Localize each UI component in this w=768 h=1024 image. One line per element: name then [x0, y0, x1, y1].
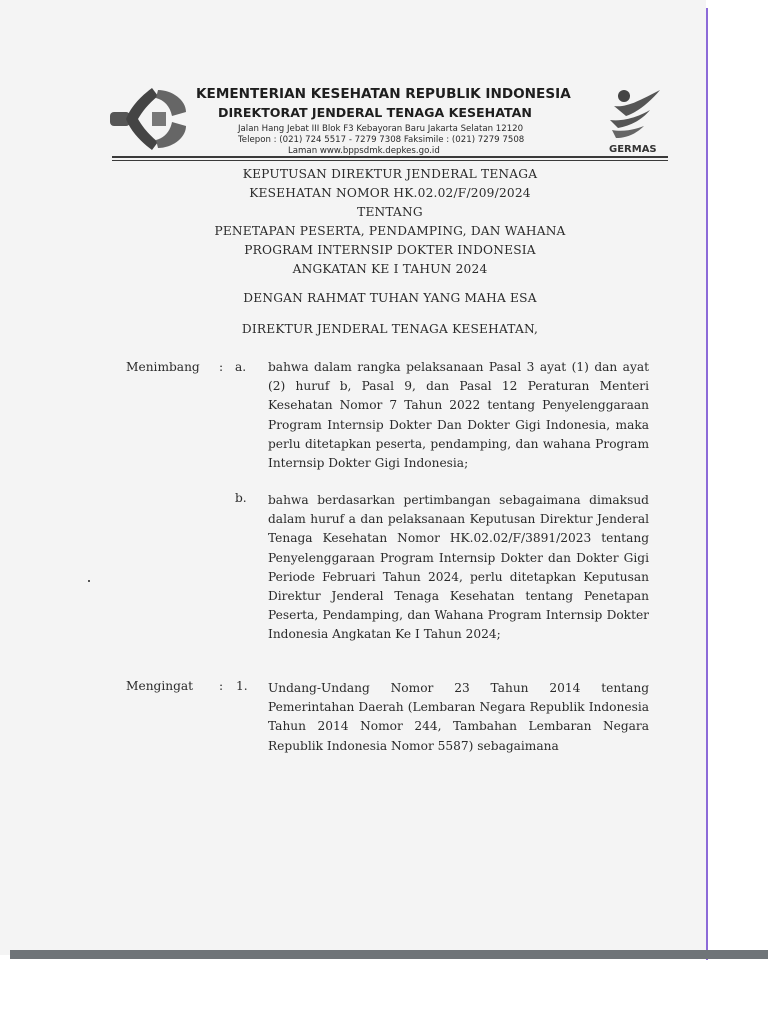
mengingat-colon: :	[219, 679, 224, 693]
page-edge-line	[706, 8, 708, 960]
letterhead-rule-thin	[112, 160, 668, 161]
bottom-scroll-bar	[10, 950, 768, 959]
letterhead-rule-thick	[112, 156, 668, 158]
letterhead-website: Laman www.bppsdmk.depkes.go.id	[288, 146, 440, 156]
germas-label: GERMAS	[609, 144, 657, 155]
kemenkes-logo-icon	[108, 86, 190, 152]
decree-title-line-5: PROGRAM INTERNSIP DOKTER INDONESIA	[244, 243, 536, 257]
official-title: DIREKTUR JENDERAL TENAGA KESEHATAN,	[241, 322, 539, 336]
ministry-name: KEMENTERIAN KESEHATAN REPUBLIK INDONESIA	[196, 86, 571, 102]
menimbang-colon: :	[219, 360, 224, 374]
mengingat-label: Mengingat	[126, 679, 194, 693]
menimbang-label: Menimbang	[126, 360, 200, 374]
decree-title-line-2: KESEHATAN NOMOR HK.02.02/F/209/2024	[249, 186, 531, 200]
menimbang-item-a-marker: a.	[235, 360, 247, 374]
menimbang-item-a-text: bahwa dalam rangka pelaksanaan Pasal 3 ayat (1) dan ayat (2) huruf b, Pasal 9, dan Pasal 12 Peraturan Menteri Kesehatan Nomor 7 Tahun 2022 tentang Penyelenggaraan Program Internsip Dokter Dan Dokter Gigi Indonesia, maka perlu ditetapkan peserta, pendamping, dan wahana Program Internsip Dokter Gigi Indonesia;	[268, 360, 649, 471]
letterhead-address: Jalan Hang Jebat III Blok F3 Kebayoran Baru Jakarta Selatan 12120	[238, 124, 524, 134]
mengingat-item-1-marker: 1.	[236, 679, 248, 693]
decree-title-line-4: PENETAPAN PESERTA, PENDAMPING, DAN WAHANA	[214, 224, 566, 238]
menimbang-item-b-text: bahwa berdasarkan pertimbangan sebagaimana dimaksud dalam huruf a dan pelaksanaan Keputusan Direktur Jenderal Tenaga Kesehatan Nomor HK.02.02/F/3891/2023 tentang Penyelenggaraan Program Internsip Dokter dan Dokter Gigi Periode Februari Tahun 2024, perlu ditetapkan Keputusan Direktur Jenderal Tenaga Kesehatan tentang Penetapan Peserta, Pendamping, dan Wahana Program Internsip Dokter Indonesia Angkatan Ke I Tahun 2024;	[268, 493, 649, 642]
decree-title-line-1: KEPUTUSAN DIREKTUR JENDERAL TENAGA	[242, 167, 538, 181]
menimbang-item-b-marker: b.	[235, 491, 247, 505]
decree-title-line-6: ANGKATAN KE I TAHUN 2024	[292, 262, 488, 276]
decree-title-line-3: TENTANG	[357, 205, 423, 219]
letterhead-phone: Telepon : (021) 724 5517 - 7279 7308 Faksimile : (021) 7279 7508	[238, 135, 525, 145]
mengingat-item-1-text: Undang-Undang Nomor 23 Tahun 2014 tentang Pemerintahan Daerah (Lembaran Negara Republik Indonesia Tahun 2014 Nomor 244, Tambahan Lembaran Negara Republik Indonesia Nomor 5587) sebagaimana	[268, 681, 649, 753]
directorate-name: DIREKTORAT JENDERAL TENAGA KESEHATAN	[218, 105, 532, 120]
scan-speck	[88, 580, 90, 582]
blessing-line: DENGAN RAHMAT TUHAN YANG MAHA ESA	[243, 291, 537, 305]
